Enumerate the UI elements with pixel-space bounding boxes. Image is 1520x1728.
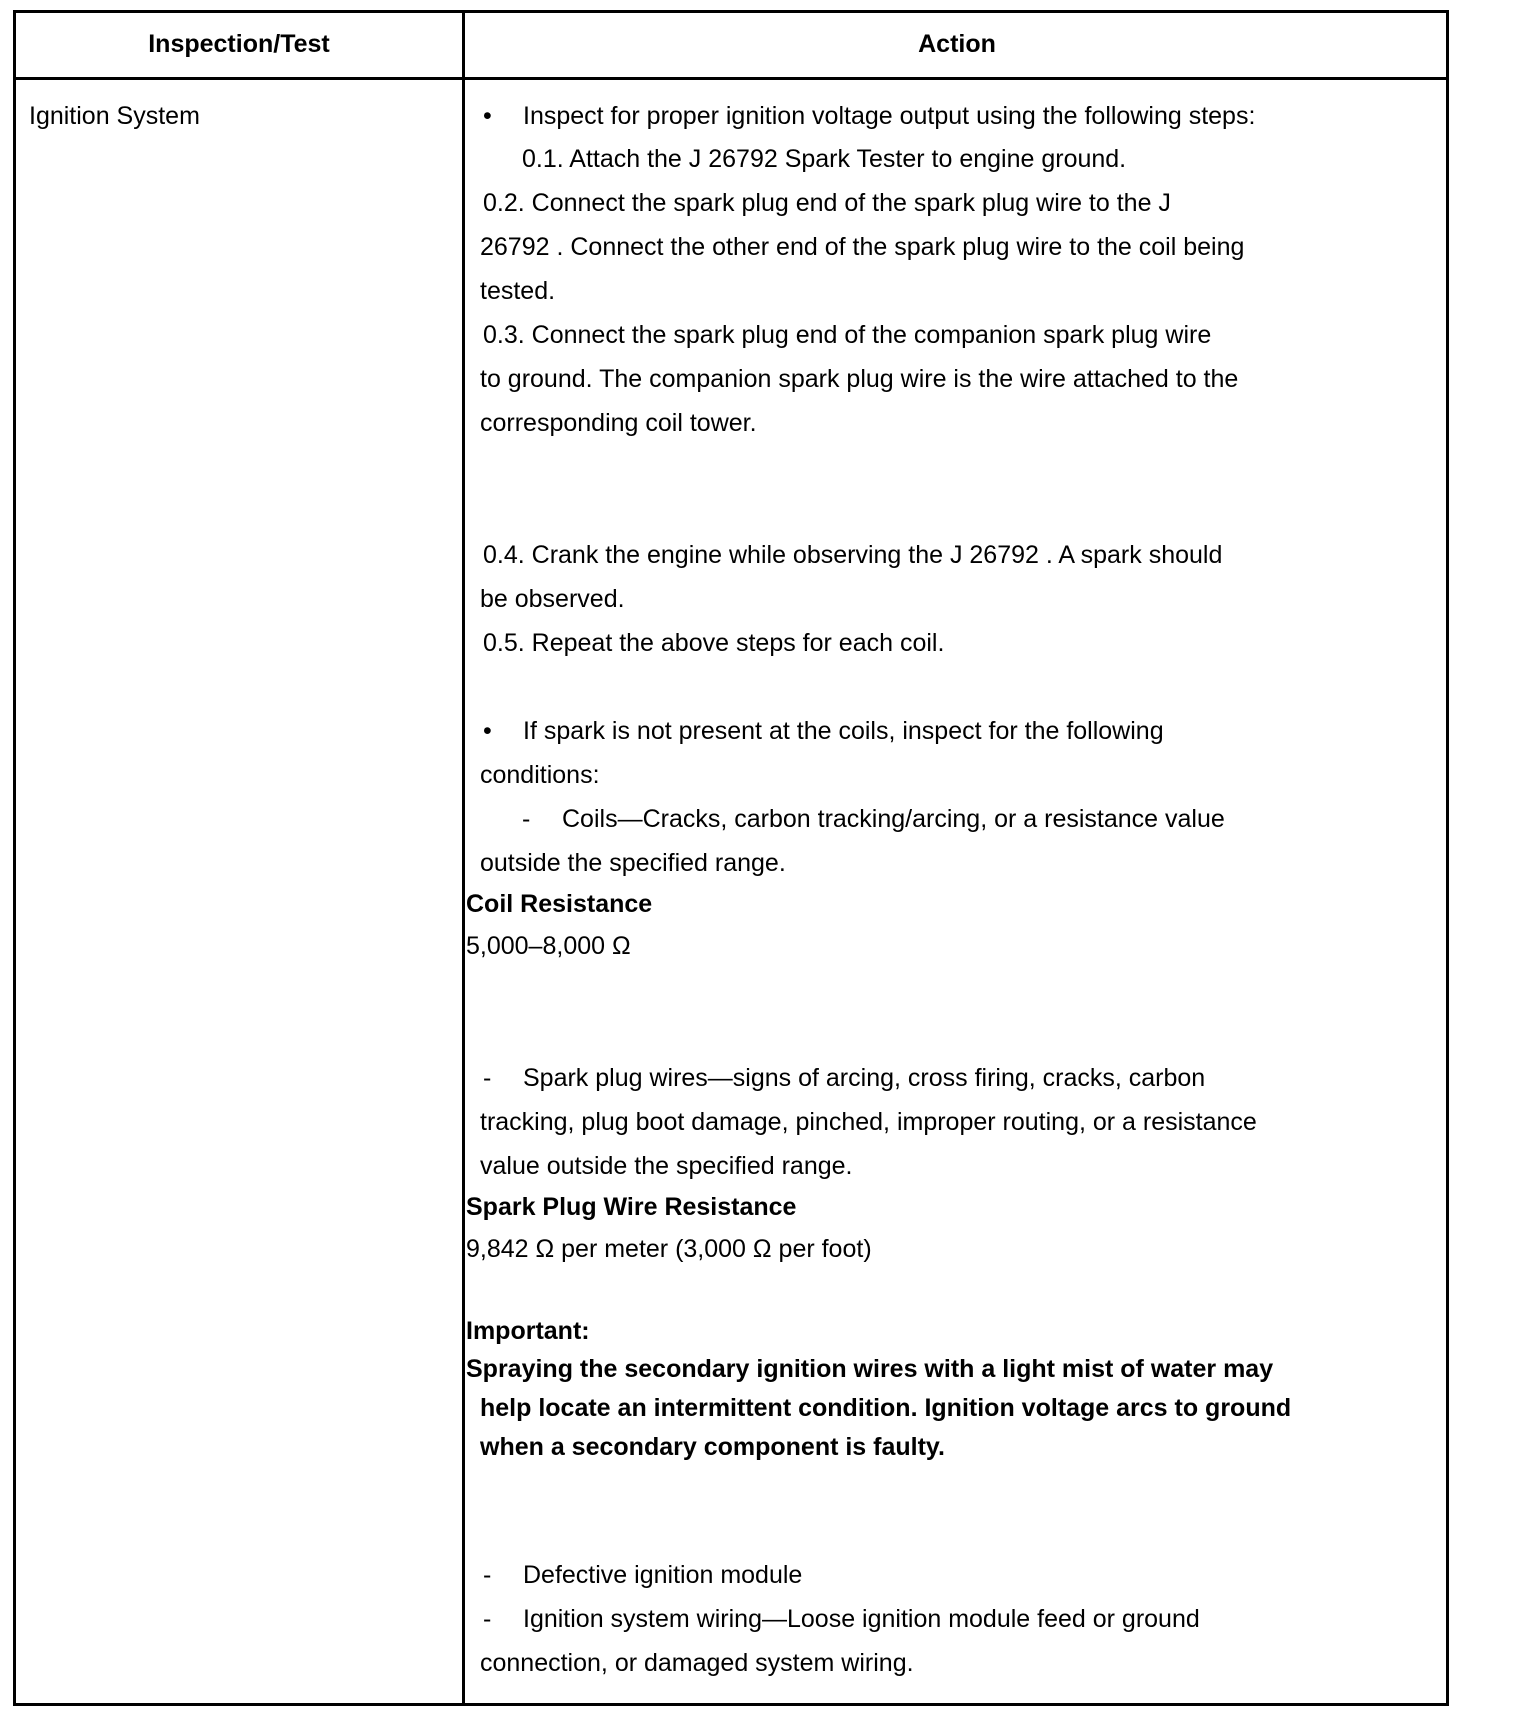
important-line-2: help locate an intermittent condition. Ignition voltage arcs to ground bbox=[480, 1394, 1292, 1422]
step-0-3-line-1: 0.3. Connect the spark plug end of the companion spark plug wire bbox=[483, 321, 1212, 349]
coil-resistance-value: 5,000–8,000 Ω bbox=[466, 932, 631, 960]
module-item bbox=[483, 1560, 802, 1590]
wires-line-2: tracking, plug boot damage, pinched, improper routing, or a resistance bbox=[480, 1108, 1257, 1136]
header-action: Action bbox=[918, 30, 996, 58]
dash-icon: - bbox=[483, 1605, 492, 1633]
dash-icon: - bbox=[483, 1064, 492, 1092]
step-0-2-line-1: 0.2. Connect the spark plug end of the spark plug wire to the J bbox=[483, 189, 1171, 217]
step-0-4-line-2: be observed. bbox=[480, 585, 625, 613]
coils-line-2: outside the specified range. bbox=[480, 849, 786, 877]
step-0-1: 0.1. Attach the J 26792 Spark Tester to engine ground. bbox=[522, 145, 1127, 173]
bullet-1-text: Inspect for proper ignition voltage output using the following steps: bbox=[523, 102, 1256, 130]
step-0-4-line-1: 0.4. Crank the engine while observing the J 26792 . A spark should bbox=[483, 541, 1223, 569]
wires-line-1 bbox=[483, 1063, 1205, 1093]
column-divider bbox=[462, 10, 465, 1706]
bullet-2-line-1 bbox=[483, 716, 1164, 746]
header-inspection-test: Inspection/Test bbox=[148, 30, 330, 58]
bullet-icon: • bbox=[483, 717, 492, 745]
bullet-icon: • bbox=[483, 102, 492, 130]
wire-resistance-label: Spark Plug Wire Resistance bbox=[466, 1193, 797, 1221]
coils-line-1 bbox=[522, 804, 1225, 834]
wiring-line-2: connection, or damaged system wiring. bbox=[480, 1649, 914, 1677]
step-0-2-line-3: tested. bbox=[480, 277, 556, 305]
important-line-3: when a secondary component is faulty. bbox=[480, 1433, 945, 1461]
step-0-5: 0.5. Repeat the above steps for each coil. bbox=[483, 629, 945, 657]
wiring-line-1 bbox=[483, 1604, 1200, 1634]
bullet-1 bbox=[483, 101, 1255, 131]
bullet-2-line-2: conditions: bbox=[480, 761, 600, 789]
bullet-2-text: If spark is not present at the coils, inspect for the following bbox=[523, 717, 1164, 745]
dash-icon: - bbox=[483, 1561, 492, 1589]
module-text: Defective ignition module bbox=[523, 1561, 803, 1589]
important-label: Important: bbox=[466, 1317, 590, 1345]
step-0-3-line-3: corresponding coil tower. bbox=[480, 409, 757, 437]
dash-icon: - bbox=[522, 805, 531, 833]
inspection-cell: Ignition System bbox=[29, 102, 200, 130]
coil-resistance-label: Coil Resistance bbox=[466, 890, 653, 918]
step-0-3-line-2: to ground. The companion spark plug wire is the wire attached to the bbox=[480, 365, 1239, 393]
important-line-1: Spraying the secondary ignition wires with a light mist of water may bbox=[466, 1355, 1274, 1383]
wire-resistance-value: 9,842 Ω per meter (3,000 Ω per foot) bbox=[466, 1235, 872, 1263]
header-divider bbox=[13, 77, 1449, 80]
wires-text: Spark plug wires—signs of arcing, cross firing, cracks, carbon bbox=[523, 1064, 1206, 1092]
coils-text: Coils—Cracks, carbon tracking/arcing, or a resistance value bbox=[562, 805, 1225, 833]
wiring-text: Ignition system wiring—Loose ignition module feed or ground bbox=[523, 1605, 1200, 1633]
wires-line-3: value outside the specified range. bbox=[480, 1152, 853, 1180]
step-0-2-line-2: 26792 . Connect the other end of the spark plug wire to the coil being bbox=[480, 233, 1245, 261]
